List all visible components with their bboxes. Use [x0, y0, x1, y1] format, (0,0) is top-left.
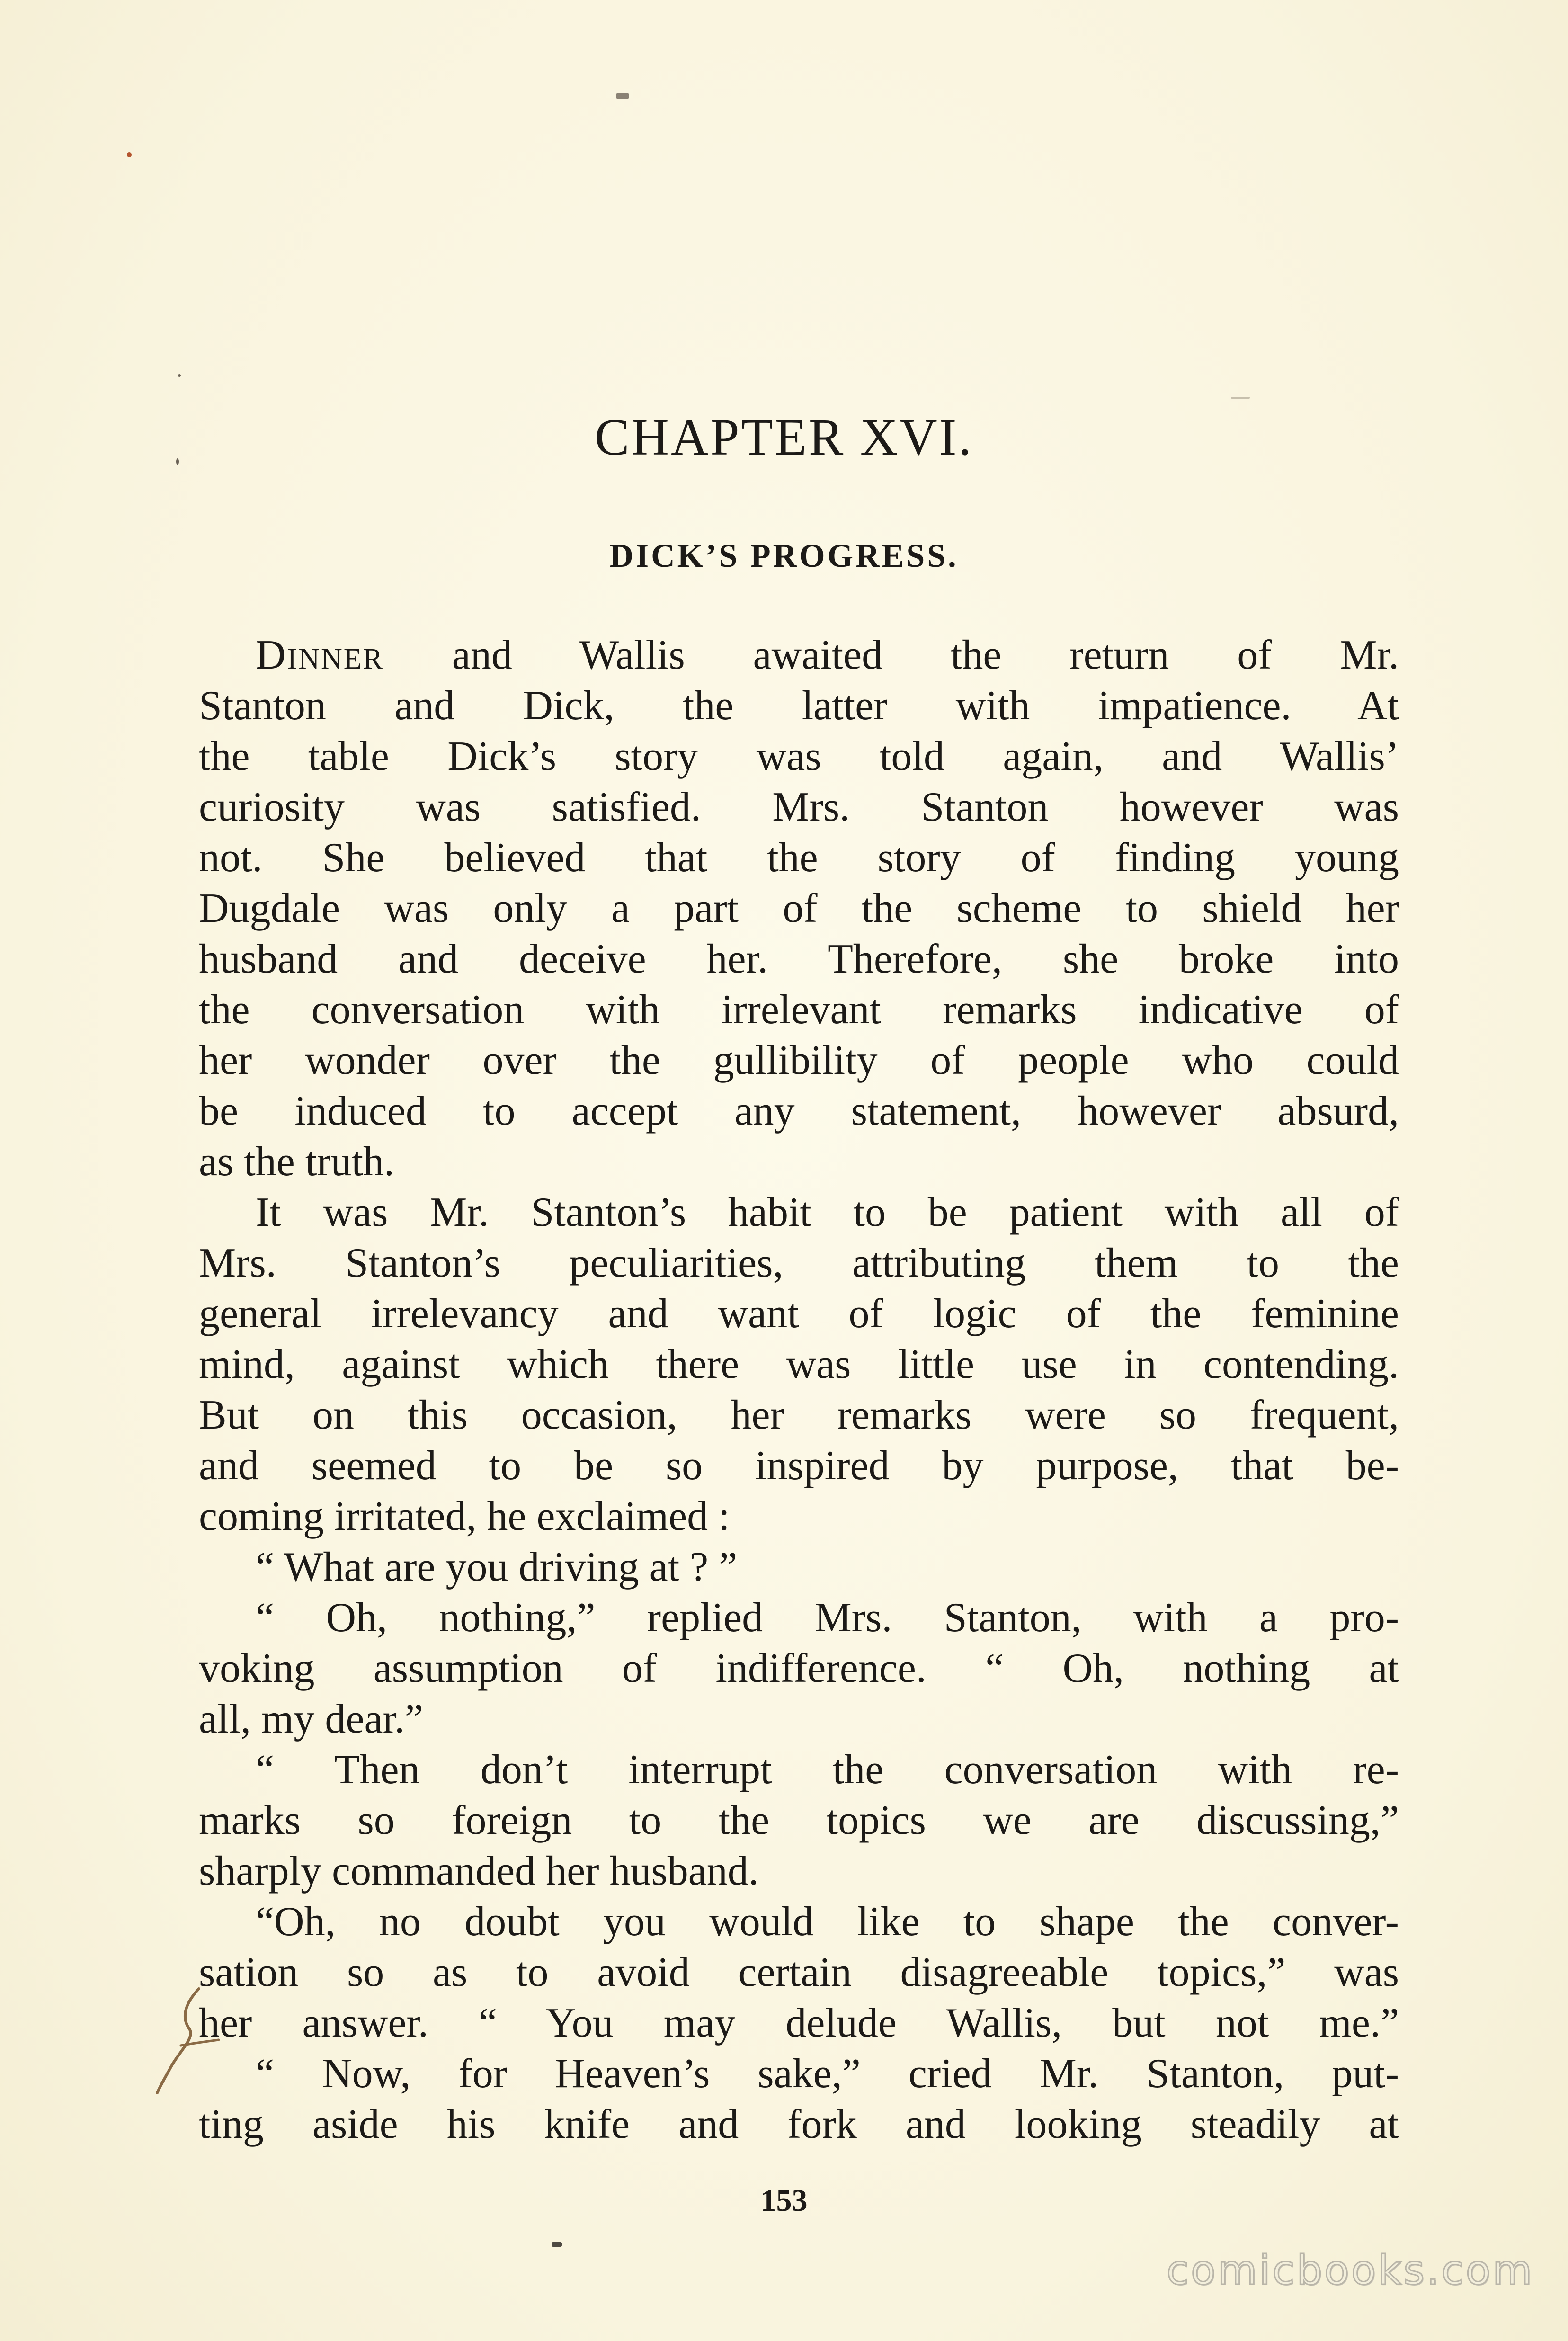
watermark: comicbooks.com [1166, 2247, 1534, 2294]
text-line: the table Dick’s story was told again, and Wallis’ [199, 733, 1399, 779]
text-line: “ Oh, nothing,” replied Mrs. Stanton, with a pro- [256, 1595, 1399, 1641]
text-line: as the truth. [199, 1139, 395, 1185]
text-line: coming irritated, he exclaimed : [199, 1493, 730, 1539]
ink-speck [1231, 397, 1250, 399]
page-number: 153 [760, 2183, 808, 2218]
ink-speck [127, 152, 132, 157]
text-line: But on this occasion, her remarks were so frequent, [199, 1392, 1399, 1438]
text-line: the conversation with irrelevant remarks indicative of [199, 987, 1399, 1033]
text-line: sation so as to avoid certain disagreeable topics,” was [199, 1949, 1399, 1995]
text-line-rest: and Wallis awaited the return of Mr. [383, 632, 1399, 678]
text-line: husband and deceive her. Therefore, she broke into [199, 936, 1399, 982]
ink-speck [616, 93, 629, 99]
text-line: Dugdale was only a part of the scheme to shield her [199, 885, 1399, 931]
text-line: her answer. “ You may delude Wallis, but not me.” [199, 2000, 1399, 2046]
text-line: her wonder over the gullibility of people who could [199, 1037, 1399, 1083]
pencil-mark-icon [152, 1984, 223, 2098]
text-line: Stanton and Dick, the latter with impatience. At [199, 683, 1399, 729]
text-line: “ Now, for Heaven’s sake,” cried Mr. Stanton, put- [256, 2051, 1399, 2097]
chapter-title: CHAPTER XVI. [595, 408, 973, 466]
text-line: marks so foreign to the topics we are discussing,” [199, 1797, 1399, 1843]
ink-speck [178, 374, 181, 377]
text-line: be induced to accept any statement, however absurd, [199, 1088, 1399, 1134]
text-line: ting aside his knife and fork and looking steadily at [199, 2101, 1399, 2147]
text-line: “ What are you driving at ? ” [256, 1544, 738, 1590]
text-line [199, 630, 1399, 680]
text-line: voking assumption of indifference. “ Oh, nothing at [199, 1645, 1399, 1691]
text-line: “ Then don’t interrupt the conversation with re- [256, 1747, 1399, 1793]
text-line: Mrs. Stanton’s peculiarities, attributing them to the [199, 1240, 1399, 1286]
text-line: and seemed to be so inspired by purpose, that be- [199, 1443, 1399, 1489]
text-line: curiosity was satisfied. Mrs. Stanton however was [199, 784, 1399, 830]
text-line: mind, against which there was little use in contending. [199, 1341, 1399, 1387]
text-line: It was Mr. Stanton’s habit to be patient with all of [256, 1189, 1399, 1235]
text-line: general irrelevancy and want of logic of the feminine [199, 1291, 1399, 1337]
chapter-body [199, 630, 1399, 2150]
text-line: not. She believed that the story of finding young [199, 835, 1399, 881]
text-line: all, my dear.” [199, 1696, 424, 1742]
chapter-subtitle: DICK’S PROGRESS. [609, 538, 959, 574]
text-line: sharply commanded her husband. [199, 1848, 759, 1894]
text-line: “Oh, no doubt you would like to shape the conver- [256, 1899, 1399, 1945]
ink-speck [552, 2242, 562, 2247]
drop-word: Dinner [256, 632, 384, 678]
